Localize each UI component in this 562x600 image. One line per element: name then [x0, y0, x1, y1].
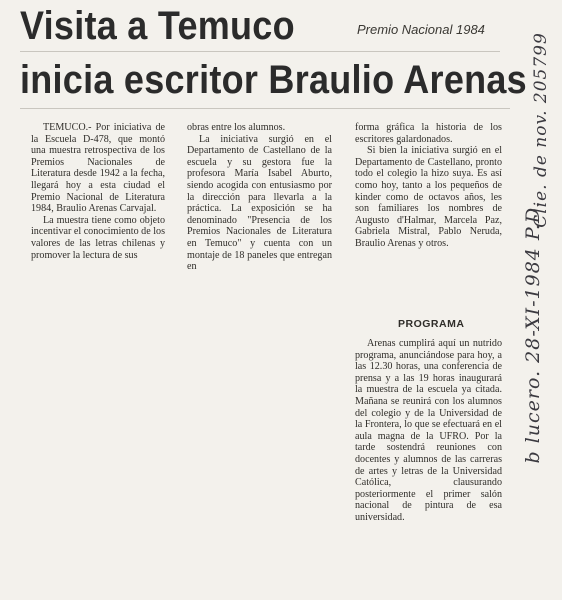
- headline-line-1: Visita a Temuco: [20, 4, 295, 48]
- paragraph: Si bien la iniciativa surgió en el Departamento de Castellano, pronto todo el colegio la hizo suya. Es así como hoy, tanto a los pequeños de kinder como de octavos años, les son familiares los nombres de Augusto d'Halmar, Marcela Paz, Gabriela Mistral, Pablo Neruda, Braulio Arenas y otros.: [355, 145, 502, 249]
- paragraph: obras entre los alumnos.: [187, 122, 286, 133]
- divider: [20, 108, 510, 109]
- article-column-3-program: [355, 338, 502, 524]
- handwritten-source-date: b lucero. 28-XI-1984 P.D.: [522, 200, 544, 464]
- section-subhead: PROGRAMA: [398, 318, 465, 330]
- paragraph: La iniciativa surgió en el Departamento de Castellano de la escuela y su gestora fue la profesora María Isabel Aburto, siendo acogida con entusiasmo por la dirección para llevarla a la práctica. La exposición se ha denominado "Presencia de los Premios Nacionales de Literatura en Temuco" y cuenta con un montaje de 18 paneles que entregan en: [187, 133, 332, 273]
- handwritten-annotation: [513, 32, 553, 595]
- headline-line-2: inicia escritor Braulio Arenas: [20, 58, 527, 102]
- article-column-3: [355, 122, 502, 250]
- article-column-2: [187, 122, 332, 273]
- paragraph: La muestra tiene como objeto incentivar el conocimiento de los valores de las letras chilenas y promover la lectura de sus: [31, 214, 165, 261]
- paragraph: TEMUCO.- Por iniciativa de la Escuela D-478, que montó una muestra retrospectiva de los Premios Nacionales de Literatura desde 1942 a la fecha, llegará hoy a esta ciudad el Premio Nacional de Literatura 1984, Braulio Arenas Carvajal.: [31, 122, 165, 215]
- paragraph: forma gráfica la historia de los escritores galardonados.: [355, 122, 502, 145]
- article-column-1: [31, 122, 165, 261]
- divider: [20, 51, 500, 52]
- kicker: Premio Nacional 1984: [357, 22, 485, 37]
- handwritten-catalog-note: Clie. de nov. 205799: [531, 32, 551, 228]
- paragraph: Arenas cumplirá aquí un nutrido programa, anunciándose para hoy, a las 12.30 horas, una conferencia de prensa y a las 19 horas inaugurará la muestra de la escuela ya citada. Mañana se reunirá con los alumnos del colegio y de la Universidad de la Frontera, lo que se efectuará en el aula magna de la UFRO. Por la tarde sostendrá reuniones con docentes y alumnos de las carreras de artes y letras de la Universidad Católica, clausurando posteriormente el primer salón nacional de pintura de esa universidad.: [355, 338, 502, 523]
